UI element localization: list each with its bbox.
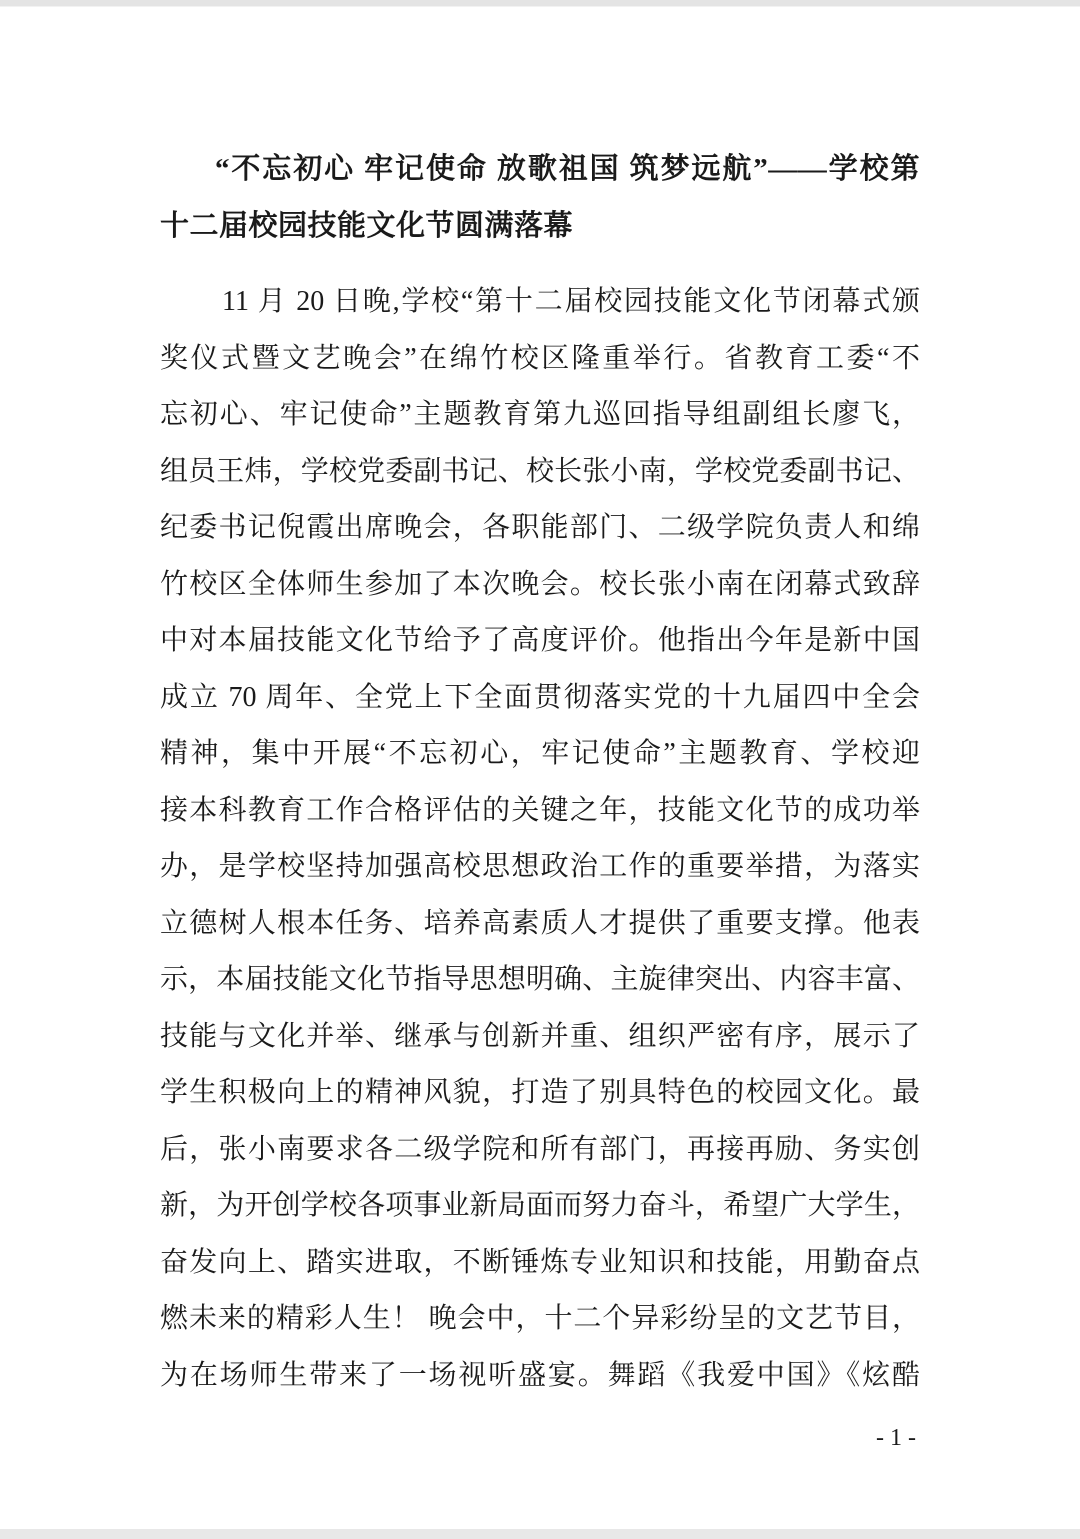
body-line: 后，张小南要求各二级学院和所有部门，再接再励、务实创 (160, 1133, 920, 1165)
body-line: 立德树人根本任务、培养高素质人才提供了重要支撑。他表 (160, 907, 920, 939)
body-line: 接本科教育工作合格评估的关键之年，技能文化节的成功举 (160, 794, 920, 826)
title-line: “不忘初心 牢记使命 放歌祖国 筑梦远航”——学校第 (215, 153, 920, 185)
body-line: 纪委书记倪霞出席晚会，各职能部门、二级学院负责人和绵 (160, 512, 920, 543)
body-line: 11 月 20 日晚,学校“第十二届校园技能文化节闭幕式颁 (222, 286, 920, 317)
body-line: 中对本届技能文化节给予了高度评价。他指出今年是新中国 (160, 625, 920, 656)
body-line: 燃未来的精彩人生！ 晚会中，十二个异彩纷呈的文艺节目， (160, 1303, 920, 1334)
page-bottom-edge-strip (0, 1529, 1080, 1539)
body-line: 奋发向上、踏实进取，不断锤炼专业知识和技能，用勤奋点 (160, 1246, 920, 1278)
page-top-edge-strip (0, 0, 1080, 7)
document-title (160, 141, 920, 255)
document-body-paragraph (160, 274, 920, 1404)
body-line: 新，为开创学校各项事业新局面而努力奋斗，希望广大学生， (160, 1190, 920, 1221)
body-line: 竹校区全体师生参加了本次晚会。校长张小南在闭幕式致辞 (160, 568, 920, 600)
body-line: 奖仪式暨文艺晚会”在绵竹校区隆重举行。省教育工委“不 (160, 342, 920, 374)
body-line: 为在场师生带来了一场视听盛宴。舞蹈《我爱中国》《炫酷 (160, 1359, 920, 1391)
body-line: 精神，集中开展“不忘初心，牢记使命”主题教育、学校迎 (160, 738, 920, 769)
page-number: - 1 - (876, 1425, 916, 1451)
body-line: 示，本届技能文化节指导思想明确、主旋律突出、内容丰富、 (160, 964, 920, 995)
body-line: 学生积极向上的精神风貌，打造了别具特色的校园文化。最 (160, 1077, 920, 1108)
body-line: 成立 70 周年、全党上下全面贯彻落实党的十九届四中全会 (160, 681, 920, 713)
body-line: 技能与文化并举、继承与创新并重、组织严密有序，展示了 (160, 1020, 920, 1052)
title-line: 十二届校园技能文化节圆满落幕 (160, 210, 574, 242)
body-line: 忘初心、牢记使命”主题教育第九巡回指导组副组长廖飞， (160, 399, 920, 430)
body-line: 办，是学校坚持加强高校思想政治工作的重要举措，为落实 (160, 851, 920, 882)
body-line: 组员王炜，学校党委副书记、校长张小南，学校党委副书记、 (160, 455, 920, 487)
